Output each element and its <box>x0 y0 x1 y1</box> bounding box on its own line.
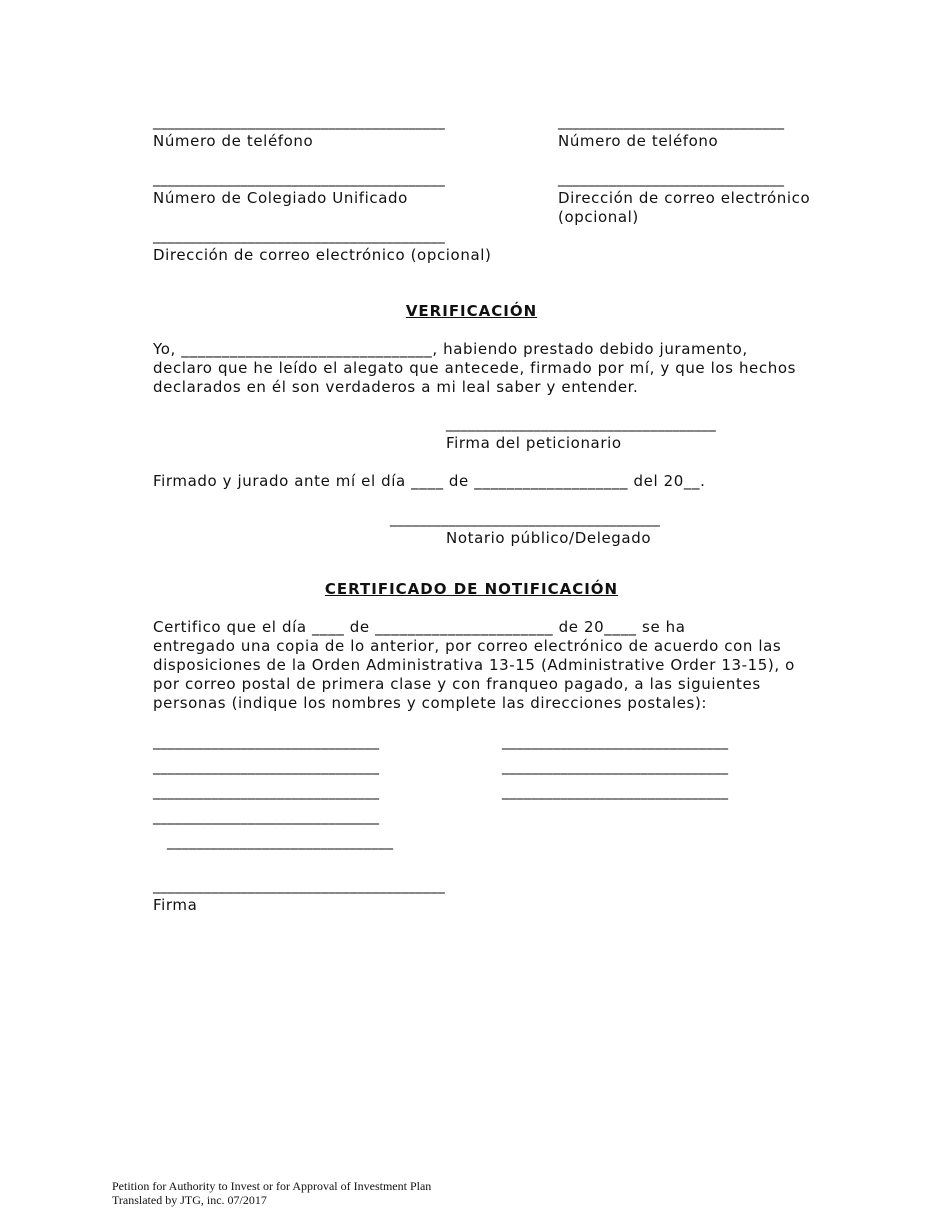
email-label-right-optional: (opcional) <box>558 208 639 226</box>
footer-translation: Translated by JTG, inc. 07/2017 <box>112 1193 267 1207</box>
phone-label-left: Número de teléfono <box>153 132 314 150</box>
recipient-line-right-2: _______________________________ <box>502 759 729 775</box>
recipient-line-left-5: _______________________________ <box>167 834 394 850</box>
footer-title: Petition for Authority to Invest or for Approval of Investment Plan <box>112 1179 432 1193</box>
final-signature-line: ________________________________________ <box>153 878 445 894</box>
email-line-right: _______________________________ <box>558 171 785 187</box>
verification-heading: VERIFICACIÓN <box>405 302 538 320</box>
recipient-line-left-4: _______________________________ <box>153 809 380 825</box>
certificate-heading: CERTIFICADO DE NOTIFICACIÓN <box>324 580 619 598</box>
recipient-line-right-1: _______________________________ <box>502 734 729 750</box>
recipient-line-left-1: _______________________________ <box>153 734 380 750</box>
phone-line-left: ________________________________________ <box>153 114 445 130</box>
email-label-left: Dirección de correo electrónico (opcional) <box>153 246 492 264</box>
petitioner-signature-label: Firma del peticionario <box>446 434 622 452</box>
sworn-statement: Firmado y jurado ante mí el día ____ de ___________________ del 20__. <box>153 472 706 490</box>
notary-label: Notario público/Delegado <box>446 529 652 547</box>
final-signature-label: Firma <box>153 896 198 914</box>
email-line-left: ________________________________________ <box>153 228 445 244</box>
notary-signature-line: _____________________________________ <box>390 511 661 527</box>
bar-number-line: ________________________________________ <box>153 171 445 187</box>
phone-line-right: _______________________________ <box>558 114 785 130</box>
certificate-paragraph: Certifico que el día ____ de ______________________ de 20____ se ha entregado una copia de lo anterior, por correo electrónico de acuerdo con las disposiciones de la Orden Administrativa 13-15 (Administrative Order 13-15), o por correo postal de primera clase y con franqueo pagado, a las siguientes personas (indique los nombres y complete las direcciones postales): <box>153 618 795 712</box>
bar-number-label: Número de Colegiado Unificado <box>153 189 408 207</box>
phone-label-right: Número de teléfono <box>558 132 719 150</box>
petitioner-signature-line: _____________________________________ <box>446 416 717 432</box>
verification-paragraph: Yo, _______________________________, habiendo prestado debido juramento, declaro que he leído el alegato que antecede, firmado por mí, y que los hechos declarados en él son verdaderos a mi leal saber y entender. <box>153 340 797 396</box>
recipient-line-left-2: _______________________________ <box>153 759 380 775</box>
recipient-line-left-3: _______________________________ <box>153 784 380 800</box>
email-label-right: Dirección de correo electrónico <box>558 189 811 207</box>
recipient-line-right-3: _______________________________ <box>502 784 729 800</box>
